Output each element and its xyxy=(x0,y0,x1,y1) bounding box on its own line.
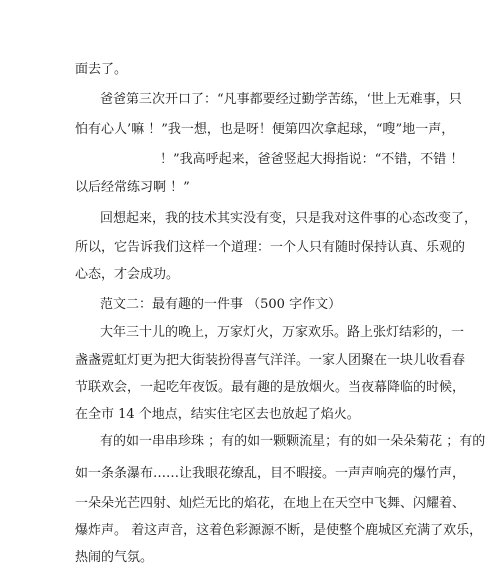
text-line-13: 在全市 14 个地点，结实住宅区去也放起了焰火。 xyxy=(75,407,360,422)
text-line-18: 热闹的气氛。 xyxy=(75,550,154,565)
text-line-16: 一朵朵光芒四射、灿烂无比的焰花，在地上在天空中飞舞、闪耀着、 xyxy=(75,496,466,511)
text-line-7: 所以，它告诉我们这样一个道理：一个人只有随时保持认真、乐观的 xyxy=(75,240,466,255)
text-line-3: 怕有心人’嘛 ！”我一想，也是呀！便第四次拿起球，“嗖”地一声， xyxy=(75,122,455,137)
text-line-12: 节联欢会，一起吃年夜饭。最有趣的是放烟火。当夜幕降临的时候， xyxy=(75,380,466,395)
text-line-15: 如一条条瀑布……让我眼花缭乱，目不暇接。一声声响亮的爆竹声， xyxy=(75,466,466,481)
text-line-2: 爸爸第三次开口了：“凡事都要经过勤学苦练，‘世上无难事，只 xyxy=(100,92,462,107)
section-heading: 范文二：最有趣的一件事 （500 字作文） xyxy=(100,297,342,312)
text-line-8: 心态，才会成功。 xyxy=(75,267,180,282)
text-line-6: 回想起来，我的技术其实没有变，只是我对这件事的心态改变了， xyxy=(100,211,478,226)
text-line-10: 大年三十儿的晚上，万家灯火，万家欢乐。路上张灯结彩的，一 xyxy=(100,325,465,340)
text-line-17: 爆炸声。 着这声音，这着色彩源源不断，是使整个鹿城区充满了欢乐， xyxy=(75,523,483,538)
text-line-5: 以后经常练习啊 ！” xyxy=(75,180,190,195)
text-line-4: ！”我高呼起来，爸爸竖起大拇指说：“不错，不错 ！ xyxy=(160,152,464,167)
text-line-1: 面去了。 xyxy=(75,62,128,77)
text-line-11: 盏盏霓虹灯更为把大街装扮得喜气洋洋。一家人团聚在一块儿收看春 xyxy=(75,353,466,368)
text-line-14: 有的如一串串珍珠 ；有的如一颗颗流星；有的如一朵朵菊花 ；有的 xyxy=(100,434,486,449)
